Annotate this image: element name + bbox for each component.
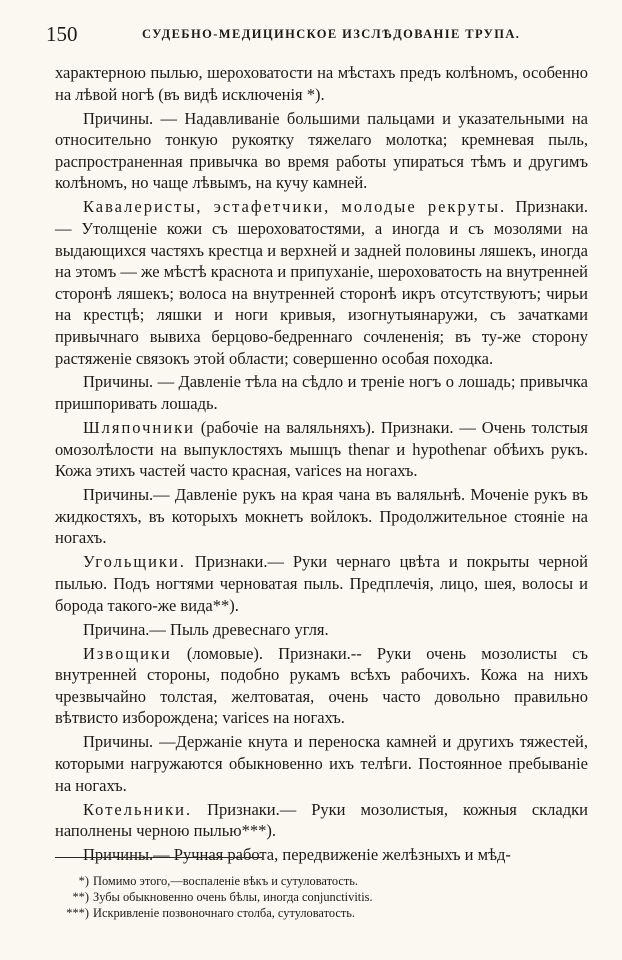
paragraph-text: Признаки.— Руки чернаго цвѣта и покрыты черной пылью. Подъ ногтями черноватая пыль. Предплечія, лицо, шея, волосы и борода такого-же вида**). [55,552,588,615]
footnote-text: Искривленіе позвоночнаго столба, сутуловатость. [93,906,356,920]
paragraph [55,731,588,796]
paragraph [55,619,588,641]
paragraph-heading: Извощики [83,643,172,663]
footnote-mark: ***) [66,906,89,920]
page-header [46,22,596,44]
paragraph-heading: Котельники. [83,799,193,819]
footnote [55,873,588,889]
paragraph-heading: Угольщики. [83,552,186,572]
paragraph [55,371,588,414]
footnote [55,905,588,921]
paragraph [55,799,588,842]
paragraph [55,196,588,369]
footnote-divider [55,857,262,858]
paragraph [55,62,588,105]
paragraph [55,643,588,729]
paragraph-text: Причины.— Ручная работа, передвиженіе желѣзныхъ и мѣд- [83,845,511,865]
body-text [55,62,588,868]
footnote-mark: **) [72,890,89,904]
paragraph [55,551,588,616]
paragraph [55,484,588,549]
footnote [55,889,588,905]
footnote-text: Зубы обыкновенно очень бѣлы, иногда conjunctivitis. [93,890,373,904]
running-title: СУДЕБНО-МЕДИЦИНСКОЕ ИЗСЛѢДОВАНІЕ ТРУПА. [142,27,521,41]
paragraph-text: (ломовые). Признаки.-- Руки очень мозолисты съ внутренней стороны, подобно рукамъ всѣхъ рабочихъ. Кожа на нихъ чрезвычайно толстая, желтоватая, очень часто довольно правильно вѣтвисто изборождена; varices на ногахъ. [55,643,588,728]
paragraph-text: Причина.— Пыль древеснаго угля. [83,619,329,639]
paragraph-heading: Шляпочники [83,418,195,438]
paragraph-text: Причины. —Держаніе кнута и переноска камней и другихъ тяжестей, которыми нагружаются обыкновенно ихъ телѣги. Постоянное пребываніе на ногахъ. [55,732,588,795]
paragraph [55,844,588,866]
paragraph-text: (рабочіе на валяльняхъ). Признаки. — Очень толстыя омозолѣлости на выпуклостяхъ мышцъ thenar и hypothenar обѣихъ рукъ. Кожа этихъ частей часто красная, varices на ногахъ. [55,418,588,481]
page-number: 150 [46,22,78,46]
paragraph-text: Причины.— Давленіе рукъ на края чана въ валяльнѣ. Моченіе рукъ въ жидкостяхъ, въ которыхъ мокнетъ войлокъ. Продолжительное стояніе на ногахъ. [55,485,588,548]
paragraph [55,108,588,194]
paragraph-text: характерною пылью, шероховатости на мѣстахъ предъ колѣномъ, особенно на лѣвой ногѣ (въ видѣ исключенія *). [55,63,588,104]
footnotes [55,873,588,921]
paragraph-text: Признаки. — Утолщеніе кожи съ шероховатостями, а иногда и съ мозолями на выдающихся частяхъ крестца и верхней и задней половины ляшекъ, иногда на этомъ — же мѣстѣ краснота и припуханіе, шероховатость на внутренней сторонѣ ляшекъ; волоса на внутренней сторонѣ икръ отсутствуютъ; чирьи на крестцѣ; ляшки и ноги кривыя, изогнутыянаружи, съ зачатками привычнаго вывиха берцово-бедреннаго сочлененія; въ ту-же сторону растяженіе связокъ этой области; совершенно особая походка. [55,197,589,368]
paragraph-text: Признаки.— Руки мозолистыя, кожныя складки наполнены черною пылью***). [55,799,588,841]
paragraph-text: Причины. — Давленіе тѣла на сѣдло и треніе ногъ о лошадь; привычка пришпоривать лошадь. [55,372,588,414]
paragraph-heading: Кавалеристы, эстафетчики, молодые рекруты. [83,197,507,217]
paragraph-text: Причины. — Надавливаніе большими пальцами и указательными на относительно тонкую рукоятку тяжелаго молотка; кремневая пыль, распространенная привычка во время работы упираться тѣмъ и другимъ колѣномъ, но чаще лѣвымъ, на кучу камней. [55,108,588,193]
footnote-mark: *) [78,874,89,888]
paragraph [55,417,588,482]
footnote-text: Помимо этого,—воспаленіе вѣкъ и сутуловатость. [93,874,359,888]
